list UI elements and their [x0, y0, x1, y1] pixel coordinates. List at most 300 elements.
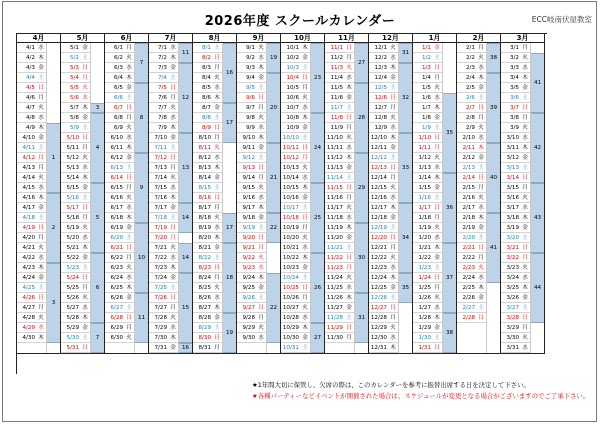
month-column [501, 43, 545, 354]
day-weekday: 木 [126, 145, 132, 151]
day-row [105, 183, 134, 193]
week-number-block: 42 [531, 113, 544, 183]
day-weekday: 日 [390, 165, 396, 171]
day-row [105, 143, 134, 153]
day-date: 8/17 [198, 205, 211, 211]
day-date: 10/27 [282, 305, 299, 311]
day-weekday: 金 [434, 45, 440, 51]
day-row [501, 293, 530, 303]
day-row [501, 183, 530, 193]
day-row [17, 133, 46, 143]
day-row [61, 203, 90, 213]
day-weekday: 火 [302, 165, 308, 171]
day-row [105, 113, 134, 123]
day-row [281, 233, 310, 243]
day-date: 1/17 [418, 205, 431, 211]
day-weekday: 日 [434, 135, 440, 141]
day-weekday: 日 [170, 155, 176, 161]
day-weekday: 月 [82, 145, 88, 151]
day-date: 4/27 [22, 305, 35, 311]
day-weekday: 日 [258, 165, 264, 171]
calendar-grid [16, 33, 547, 374]
day-date: 6/9 [113, 125, 123, 131]
week-number-block: 13 [179, 133, 192, 203]
day-row [61, 223, 90, 233]
day-row [61, 303, 90, 313]
day-row [237, 273, 266, 283]
day-weekday: 水 [434, 235, 440, 241]
day-row [237, 83, 266, 93]
day-weekday: 木 [390, 345, 396, 351]
day-row [237, 53, 266, 63]
day-row [149, 93, 178, 103]
day-weekday: 水 [346, 215, 352, 221]
day-date: 4/15 [22, 185, 35, 191]
day-row [105, 203, 134, 213]
day-date: 10/10 [282, 135, 299, 141]
day-row [61, 83, 90, 93]
day-row [105, 123, 134, 133]
day-weekday: 火 [390, 255, 396, 261]
day-date: 9/11 [242, 145, 255, 151]
day-weekday: 木 [302, 325, 308, 331]
day-weekday: 火 [258, 185, 264, 191]
day-weekday: 水 [82, 235, 88, 241]
day-date: 8/13 [198, 165, 211, 171]
day-date: 11/29 [326, 325, 343, 331]
day-weekday: 日 [478, 175, 484, 181]
day-date: 7/18 [154, 215, 167, 221]
day-row [61, 133, 90, 143]
day-date: 5/9 [69, 125, 79, 131]
note-keep-calendar: ★1年間大切に保管し、欠席の際は、このカレンダーを参考に振替出席する日を決定して下さい。 [252, 381, 530, 389]
day-weekday: 木 [346, 225, 352, 231]
day-date: 2/7 [465, 105, 475, 111]
day-date: 11/14 [326, 175, 343, 181]
day-weekday: 月 [302, 155, 308, 161]
day-date: 9/12 [242, 155, 255, 161]
day-row [457, 233, 486, 243]
day-weekday: 月 [478, 255, 484, 261]
day-row [105, 133, 134, 143]
day-weekday: 土 [258, 155, 264, 161]
day-row [369, 123, 398, 133]
day-row [61, 333, 90, 343]
week-number-block: 9 [135, 153, 148, 223]
day-date: 10/26 [282, 295, 299, 301]
day-date: 7/29 [154, 325, 167, 331]
day-weekday: 月 [346, 125, 352, 131]
day-date: 7/7 [157, 105, 167, 111]
week-number-block: 22 [267, 273, 280, 343]
day-date: 10/12 [282, 155, 299, 161]
day-date: 4/16 [22, 195, 35, 201]
day-row [237, 153, 266, 163]
day-weekday: 金 [346, 95, 352, 101]
day-weekday: 月 [346, 195, 352, 201]
day-row [193, 173, 222, 183]
day-date: 6/8 [113, 115, 123, 121]
day-date: 5/28 [66, 315, 79, 321]
day-weekday: 月 [214, 275, 220, 281]
day-row [413, 183, 442, 193]
day-row [237, 203, 266, 213]
day-date: 6/16 [110, 195, 123, 201]
week-number-block: 19 [267, 43, 280, 73]
day-row [325, 333, 354, 343]
day-row [369, 93, 398, 103]
day-weekday: 土 [478, 95, 484, 101]
day-row [105, 103, 134, 113]
day-date: 4/20 [22, 235, 35, 241]
week-number-block: 29 [355, 153, 368, 223]
day-date: 4/25 [22, 285, 35, 291]
day-date: 2/26 [462, 295, 475, 301]
day-row [193, 73, 222, 83]
day-weekday: 日 [126, 175, 132, 181]
day-row [325, 43, 354, 53]
day-date: 7/24 [154, 275, 167, 281]
day-row [413, 203, 442, 213]
week-number-block: 28 [355, 83, 368, 153]
day-weekday: 火 [170, 245, 176, 251]
day-date: 5/1 [69, 45, 79, 51]
day-row [501, 113, 530, 123]
day-row [369, 183, 398, 193]
day-weekday: 金 [82, 45, 88, 51]
day-date: 1/16 [418, 195, 431, 201]
week-number-block: 5 [91, 183, 104, 253]
day-row [193, 263, 222, 273]
day-weekday: 水 [214, 295, 220, 301]
day-date: 7/28 [154, 315, 167, 321]
day-weekday: 水 [214, 225, 220, 231]
day-weekday: 月 [522, 45, 528, 51]
day-date: 11/23 [326, 265, 343, 271]
day-weekday: 土 [82, 55, 88, 61]
day-row [325, 233, 354, 243]
day-row [193, 43, 222, 53]
day-weekday: 木 [82, 175, 88, 181]
day-row [61, 263, 90, 273]
day-weekday: 水 [390, 55, 396, 61]
day-date: 2/10 [462, 135, 475, 141]
day-row [281, 183, 310, 193]
day-weekday: 月 [522, 115, 528, 121]
day-date: 5/14 [66, 175, 79, 181]
day-row [457, 273, 486, 283]
day-date: 12/28 [370, 315, 387, 321]
week-number-block: 2 [47, 193, 60, 263]
day-row [61, 143, 90, 153]
day-row [325, 213, 354, 223]
day-date: 8/31 [198, 345, 211, 351]
day-date: 7/30 [154, 335, 167, 341]
day-row [457, 73, 486, 83]
day-weekday: 土 [434, 335, 440, 341]
day-row [237, 293, 266, 303]
day-date: 6/30 [110, 335, 123, 341]
day-date: 10/3 [286, 65, 299, 71]
day-weekday: 金 [346, 305, 352, 311]
day-row [281, 153, 310, 163]
day-row [501, 203, 530, 213]
day-weekday: 火 [170, 315, 176, 321]
week-number-block: 38 [443, 313, 456, 353]
day-date: 9/8 [245, 115, 255, 121]
day-weekday: 火 [214, 215, 220, 221]
day-date: 4/24 [22, 275, 35, 281]
month-header: 1月 [413, 34, 457, 43]
day-weekday: 日 [390, 235, 396, 241]
day-row [149, 133, 178, 143]
day-date: 11/17 [326, 205, 343, 211]
day-row [325, 293, 354, 303]
day-row [105, 53, 134, 63]
day-date: 5/7 [69, 105, 79, 111]
week-number-block: 34 [399, 203, 412, 273]
day-row [369, 303, 398, 313]
day-weekday: 木 [258, 65, 264, 71]
day-row [237, 163, 266, 173]
day-weekday: 土 [522, 235, 528, 241]
day-date: 9/6 [245, 95, 255, 101]
day-weekday: 火 [126, 195, 132, 201]
day-row [369, 213, 398, 223]
week-number-block: 14 [179, 243, 192, 273]
day-weekday: 水 [170, 185, 176, 191]
day-date: 11/13 [326, 165, 343, 171]
month-column [325, 43, 369, 354]
day-date: 7/8 [157, 115, 167, 121]
day-date: 12/21 [370, 245, 387, 251]
day-row [237, 73, 266, 83]
day-date: 12/26 [370, 295, 387, 301]
day-weekday: 日 [522, 175, 528, 181]
day-date: 3/17 [506, 205, 519, 211]
day-date: 12/2 [374, 55, 387, 61]
day-date: 8/3 [201, 65, 211, 71]
day-date: 4/7 [25, 105, 35, 111]
day-date: 3/22 [506, 255, 519, 261]
day-weekday: 金 [346, 165, 352, 171]
day-date: 4/3 [25, 65, 35, 71]
day-row [325, 153, 354, 163]
day-date: 8/18 [198, 215, 211, 221]
day-weekday: 金 [170, 345, 176, 351]
day-date: 11/10 [326, 135, 343, 141]
day-date: 5/19 [66, 225, 79, 231]
day-date: 12/12 [370, 155, 387, 161]
day-date: 6/27 [110, 305, 123, 311]
day-row [237, 333, 266, 343]
day-weekday: 木 [346, 85, 352, 91]
day-date: 2/8 [465, 115, 475, 121]
day-row [413, 133, 442, 143]
day-date: 5/11 [66, 145, 79, 151]
week-number-block: 43 [531, 183, 544, 253]
month-header: 9月 [237, 34, 281, 43]
day-row [149, 103, 178, 113]
day-date: 12/24 [370, 275, 387, 281]
day-date: 1/15 [418, 185, 431, 191]
day-row [413, 73, 442, 83]
day-date: 8/24 [198, 275, 211, 281]
day-row [369, 343, 398, 353]
day-date: 4/6 [25, 95, 35, 101]
day-row [61, 153, 90, 163]
day-row [281, 43, 310, 53]
month-column [369, 43, 413, 354]
day-row [369, 113, 398, 123]
day-date: 4/1 [25, 45, 35, 51]
day-weekday: 月 [170, 95, 176, 101]
day-date: 3/7 [509, 105, 519, 111]
day-row [281, 293, 310, 303]
day-date: 2/3 [465, 65, 475, 71]
day-row [237, 103, 266, 113]
day-weekday: 水 [38, 325, 44, 331]
day-weekday: 木 [214, 305, 220, 311]
day-date: 9/5 [245, 85, 255, 91]
day-row [105, 153, 134, 163]
day-row [237, 173, 266, 183]
day-row [17, 233, 46, 243]
day-weekday: 月 [346, 335, 352, 341]
day-date: 5/22 [66, 255, 79, 261]
day-date: 3/28 [506, 315, 519, 321]
day-date: 5/18 [66, 215, 79, 221]
day-date: 10/9 [286, 125, 299, 131]
day-weekday: 月 [38, 165, 44, 171]
day-weekday: 土 [522, 165, 528, 171]
day-weekday: 土 [170, 75, 176, 81]
day-date: 6/7 [113, 105, 123, 111]
day-date: 3/11 [506, 145, 519, 151]
day-date: 12/23 [370, 265, 387, 271]
day-weekday: 木 [390, 65, 396, 71]
day-weekday: 金 [82, 185, 88, 191]
day-weekday: 木 [170, 125, 176, 131]
day-date: 7/2 [157, 55, 167, 61]
day-weekday: 木 [302, 115, 308, 121]
day-weekday: 木 [434, 175, 440, 181]
day-weekday: 金 [302, 125, 308, 131]
day-date: 1/6 [421, 95, 431, 101]
day-date: 1/20 [418, 235, 431, 241]
day-weekday: 月 [214, 135, 220, 141]
month-header: 7月 [149, 34, 193, 43]
day-row [457, 313, 486, 323]
day-row [501, 193, 530, 203]
day-date: 3/31 [506, 345, 519, 351]
day-weekday: 土 [522, 95, 528, 101]
day-weekday: 火 [126, 265, 132, 271]
day-weekday: 月 [126, 255, 132, 261]
day-row [17, 223, 46, 233]
day-weekday: 土 [302, 135, 308, 141]
day-date: 1/5 [421, 85, 431, 91]
day-date: 11/2 [330, 55, 343, 61]
day-date: 5/2 [69, 55, 79, 61]
day-weekday: 日 [522, 105, 528, 111]
day-weekday: 火 [478, 195, 484, 201]
day-row [237, 133, 266, 143]
week-number-block: 16 [179, 343, 192, 353]
week-number-block: 38 [487, 43, 500, 73]
day-date: 8/19 [198, 225, 211, 231]
day-weekday: 土 [170, 285, 176, 291]
day-weekday: 木 [258, 275, 264, 281]
day-weekday: 土 [434, 265, 440, 271]
day-weekday: 火 [82, 155, 88, 161]
day-weekday: 木 [522, 145, 528, 151]
day-row [17, 173, 46, 183]
day-row [413, 273, 442, 283]
day-weekday: 月 [258, 315, 264, 321]
week-number-block: 31 [399, 43, 412, 63]
day-row [105, 243, 134, 253]
day-date: 3/12 [506, 155, 519, 161]
day-row [149, 243, 178, 253]
day-row [17, 163, 46, 173]
month-column [61, 43, 105, 354]
day-row [149, 113, 178, 123]
day-date: 8/28 [198, 315, 211, 321]
day-weekday: 月 [170, 305, 176, 311]
day-date: 2/18 [462, 215, 475, 221]
day-weekday: 日 [214, 195, 220, 201]
day-date: 8/1 [201, 45, 211, 51]
day-date: 12/14 [370, 175, 387, 181]
day-row [501, 43, 530, 53]
day-date: 4/30 [22, 335, 35, 341]
day-row [105, 163, 134, 173]
day-row [149, 53, 178, 63]
day-weekday: 木 [390, 205, 396, 211]
day-row [149, 123, 178, 133]
day-date: 7/23 [154, 265, 167, 271]
day-weekday: 木 [478, 145, 484, 151]
month-header: 10月 [281, 34, 325, 43]
day-row [413, 113, 442, 123]
day-weekday: 金 [126, 295, 132, 301]
day-row [193, 313, 222, 323]
day-row [61, 73, 90, 83]
day-row [105, 303, 134, 313]
day-weekday: 土 [38, 285, 44, 291]
day-row [105, 293, 134, 303]
day-row [369, 163, 398, 173]
day-date: 9/26 [242, 295, 255, 301]
day-date: 6/20 [110, 235, 123, 241]
day-date: 7/6 [157, 95, 167, 101]
day-row [105, 63, 134, 73]
day-weekday: 金 [434, 325, 440, 331]
day-weekday: 木 [346, 295, 352, 301]
day-date: 11/19 [326, 225, 343, 231]
day-row [369, 273, 398, 283]
week-number-block: 24 [311, 113, 324, 183]
day-date: 3/13 [506, 165, 519, 171]
day-weekday: 月 [170, 165, 176, 171]
day-weekday: 火 [346, 275, 352, 281]
day-row [457, 193, 486, 203]
week-number-block: 37 [443, 243, 456, 313]
day-row [281, 213, 310, 223]
day-weekday: 月 [126, 115, 132, 121]
day-row [369, 263, 398, 273]
